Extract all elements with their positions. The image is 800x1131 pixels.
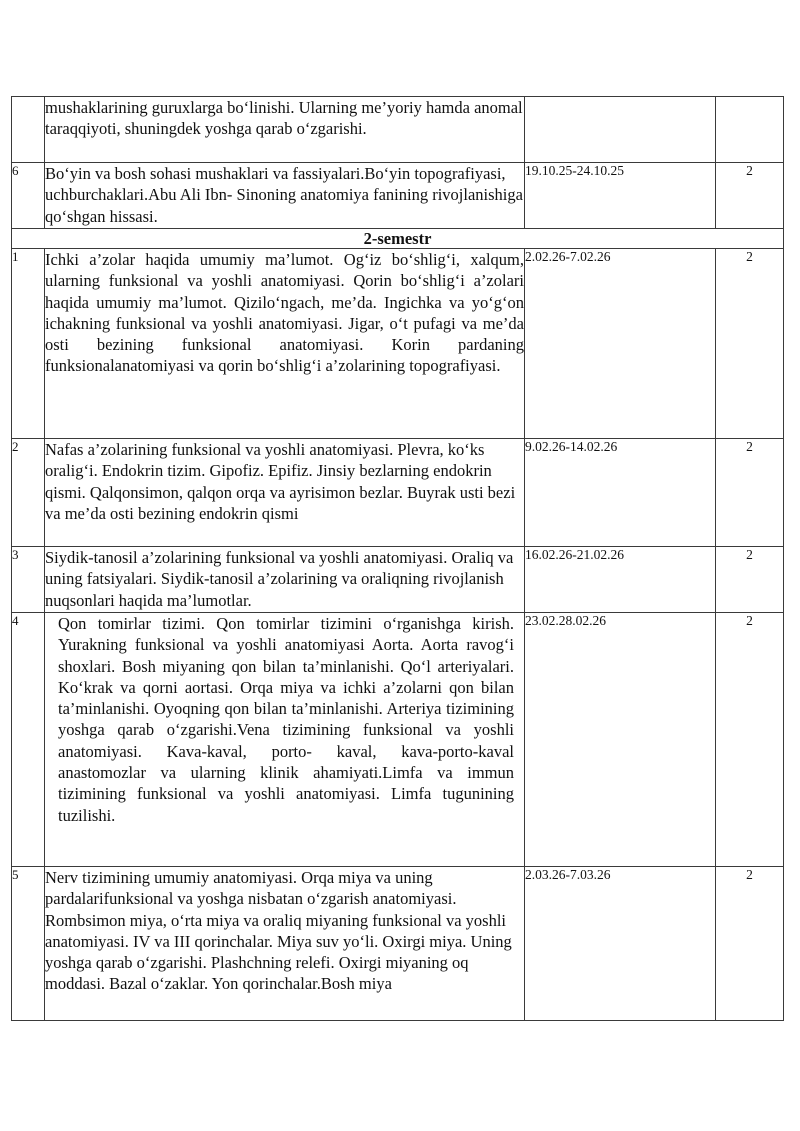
row-number: 1 — [12, 249, 45, 439]
table-row — [12, 547, 784, 613]
hours-value: 2 — [716, 613, 784, 867]
table-row — [12, 163, 784, 229]
date-range: 16.02.26-21.02.26 — [525, 547, 716, 613]
table-row — [12, 867, 784, 1021]
row-number: 2 — [12, 439, 45, 547]
date-range — [525, 97, 716, 163]
hours-value — [716, 97, 784, 163]
topic-text: mushaklarining guruxlarga bo‘linishi. Ularning me’yoriy hamda anomal taraqqiyoti, shuningdek yoshga qarab o‘zgarishi. — [45, 97, 525, 163]
topic-text: Nerv tizimining umumiy anatomiyasi. Orqa miya va uning pardalarifunksional va yoshga nisbatan o‘zgarish anatomiyasi. Rombsimon miya, o‘rta miya va oraliq miyaning funksional va yoshli anatomiyasi. IV va III qorinchalar. Miya suv yo‘li. Oxirgi miya. Uning yoshga qarab o‘zgarishi. Plashchning relefi. Oxirgi miyaning oq moddasi. Bazal o‘zaklar. Yon qorinchalar.Bosh miya — [45, 867, 525, 1021]
row-number — [12, 97, 45, 163]
topic-text: Nafas a’zolarining funksional va yoshli anatomiyasi. Plevra, ko‘ks oralig‘i. Endokrin tizim. Gipofiz. Epifiz. Jinsiy bezlarning endokrin qismi. Qalqonsimon, qalqon orqa va ayrisimon bezlar. Buyrak usti bezi va me’da osti bezining endokrin qismi — [45, 439, 525, 547]
table-row — [12, 613, 784, 867]
date-range: 9.02.26-14.02.26 — [525, 439, 716, 547]
hours-value: 2 — [716, 547, 784, 613]
hours-value: 2 — [716, 249, 784, 439]
hours-value: 2 — [716, 867, 784, 1021]
table-row — [12, 249, 784, 439]
row-number: 3 — [12, 547, 45, 613]
row-number: 5 — [12, 867, 45, 1021]
hours-value: 2 — [716, 439, 784, 547]
date-range: 2.03.26-7.03.26 — [525, 867, 716, 1021]
date-range: 2.02.26-7.02.26 — [525, 249, 716, 439]
semester-heading-row — [12, 229, 784, 249]
table-row — [12, 439, 784, 547]
topic-text: Bo‘yin va bosh sohasi mushaklari va fassiyalari.Bo‘yin topografiyasi, uchburchaklari.Abu Ali Ibn- Sinoning anatomiya fanining rivojlanishiga qo‘shgan hissasi. — [45, 163, 525, 229]
date-range: 23.02.28.02.26 — [525, 613, 716, 867]
semester-heading: 2-semestr — [12, 229, 784, 249]
schedule-table — [11, 96, 784, 1021]
row-number: 6 — [12, 163, 45, 229]
topic-text: Siydik-tanosil a’zolarining funksional va yoshli anatomiyasi. Oraliq va uning fatsiyalari. Siydik-tanosil a’zolarining va oraliqning rivojlanish nuqsonlari haqida ma’lumotlar. — [45, 547, 525, 613]
topic-text: Ichki a’zolar haqida umumiy ma’lumot. Og‘iz bo‘shlig‘i, xalqum, ularning funksional va yoshli anatomiyasi. Qorin bo‘shlig‘i a’zolari haqida umumiy ma’lumot. Qizilo‘ngach, me’da. Ingichka va yo‘g‘on ichakning funksional va yoshli anatomiyasi. Jigar, o‘t pufagi va me’da osti bezining funksional anatomiyasi. Korin pardaning funksionalanatomiyasi va qorin bo‘shlig‘i a’zolarining topografiyasi. — [45, 249, 525, 439]
table-row — [12, 97, 784, 163]
topic-text: Qon tomirlar tizimi. Qon tomirlar tizimini o‘rganishga kirish. Yurakning funksional va yoshli anatomiyasi Aorta. Aorta ravog‘i shoxlari. Bosh miyaning qon bilan ta’minlanishi. Qo‘l arteriyalari. Ko‘krak va qorni aortasi. Orqa miya va ichki a’zolarni qon bilan ta’minlanishi. Oyoqning qon bilan ta’minlanishi. Arteriya tizimining yoshga qarab o‘zgarishi.Vena tizimining funksional va yoshli anatomiyasi. Kava-kaval, porto- kaval, kava-porto-kaval anastomozlar va ularning klinik ahamiyati.Limfa va immun tizimining funksional va yoshli anatomiyasi. Limfa tugunining tuzilishi. — [45, 613, 525, 867]
hours-value: 2 — [716, 163, 784, 229]
date-range: 19.10.25-24.10.25 — [525, 163, 716, 229]
row-number: 4 — [12, 613, 45, 867]
